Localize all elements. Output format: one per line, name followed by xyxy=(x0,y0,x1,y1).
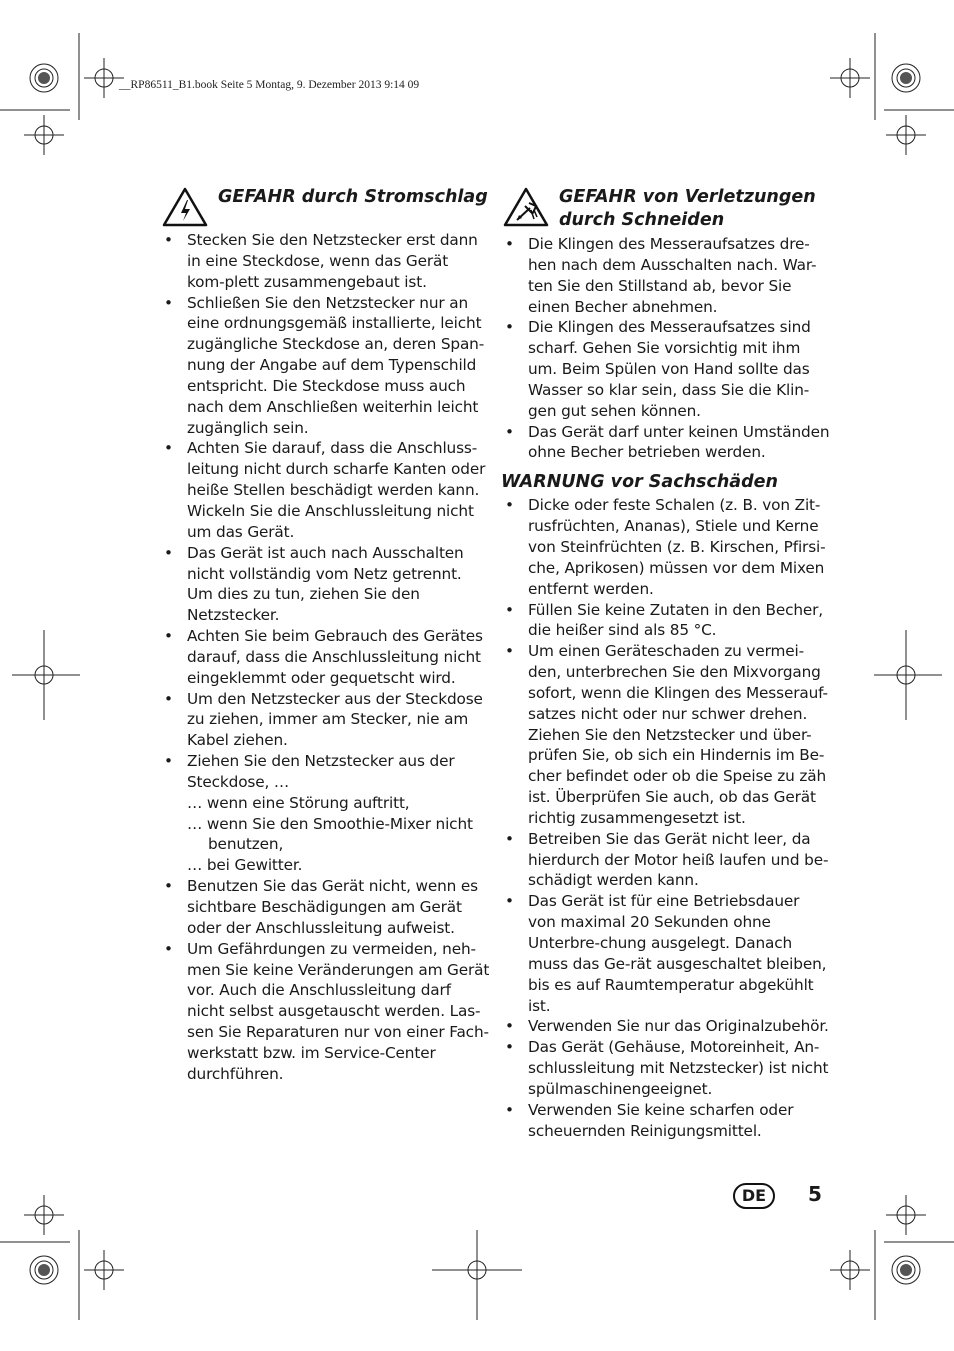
list-item: • Dicke oder feste Schalen (z. B. von Zit-rusfrüchten, Ananas), Stiele und Kerne von Steinfrüchten (z. B. Kirschen, Pfirsi-che, Aprikosen) müssen vor dem Mixen entfernt werden. xyxy=(501,495,831,599)
list-item: • Das Gerät (Gehäuse, Motoreinheit, An-schlussleitung mit Netzstecker) ist nicht spülmaschinengeeignet. xyxy=(501,1037,831,1100)
list-item: • Das Gerät ist auch nach Ausschalten nicht vollständig vom Netz getrennt. Um dies zu tun, ziehen Sie den Netzstecker. xyxy=(160,543,490,626)
sub-item: … wenn eine Störung auftritt, xyxy=(187,793,410,812)
cutting-warning-heading xyxy=(501,186,831,232)
list-item: • Ziehen Sie den Netzstecker aus der Steckdose, … xyxy=(160,751,490,793)
property-damage-list xyxy=(501,495,831,1141)
cutting-hazard-warning-icon xyxy=(503,186,549,228)
electric-warning-list xyxy=(160,230,490,793)
list-item: • Verwenden Sie keine scharfen oder scheuernden Reinigungsmittel. xyxy=(501,1100,831,1142)
list-item: • Die Klingen des Messeraufsatzes sind scharf. Gehen Sie vorsichtig mit ihm um. Beim Spülen von Hand sollte das Wasser so klar sein, dass Sie die Klin-gen gut sehen können. xyxy=(501,317,831,421)
left-column xyxy=(160,186,490,1085)
list-item: • Achten Sie darauf, dass die Anschluss-leitung nicht durch scharfe Kanten oder heiße Stellen beschädigt werden kann. Wickeln Sie die Anschlussleitung nicht um das Gerät. xyxy=(160,438,490,542)
list-item: • Stecken Sie den Netzstecker erst dann in eine Steckdose, wenn das Gerät kom-plett zusammengebaut ist. xyxy=(160,230,490,293)
list-item: • Um einen Geräteschaden zu vermei-den, unterbrechen Sie den Mixvorgang sofort, wenn die Klingen des Messerauf-satzes nicht oder nur schwer drehen. Ziehen Sie den Netzstecker und über-prüfen Sie, ob sich ein Hindernis im Be-cher befindet oder ob die Speise zu zäh ist. Überprüfen Sie auch, ob das Gerät richtig zusammengesetzt ist. xyxy=(501,641,831,829)
right-column xyxy=(501,186,831,1141)
electric-warning-title: GEFAHR durch Stromschlag xyxy=(218,187,488,207)
list-item: • Die Klingen des Messeraufsatzes dre-hen nach dem Ausschalten nach. War-ten Sie den Stillstand ab, bevor Sie einen Becher abnehmen. xyxy=(501,234,831,317)
cutting-warning-title: GEFAHR von Verletzungen durch Schneiden xyxy=(559,187,816,230)
list-item: • Achten Sie beim Gebrauch des Gerätes darauf, dass die Anschlussleitung nicht eingeklemmt oder gequetscht wird. xyxy=(160,626,490,689)
list-item: • Füllen Sie keine Zutaten in den Becher, die heißer sind als 85 °C. xyxy=(501,600,831,642)
cutting-warning-list xyxy=(501,234,831,463)
list-item: • Um Gefährdungen zu vermeiden, neh-men Sie keine Veränderungen am Gerät vor. Auch die Anschlussleitung darf nicht selbst ausgetauscht werden. Las-sen Sie Reparaturen nur von einer Fach-werkstatt bzw. im Service-Center durchführen. xyxy=(160,939,490,1085)
list-item: • Betreiben Sie das Gerät nicht leer, da hierdurch der Motor heiß laufen und be-schädigt werden kann. xyxy=(501,829,831,892)
list-item: • Das Gerät ist für eine Betriebsdauer von maximal 20 Sekunden ohne Unterbre-chung ausgelegt. Danach muss das Ge-rät ausgeschaltet bleiben, bis es auf Raumtemperatur abgekühlt ist. xyxy=(501,891,831,1016)
list-item: • Verwenden Sie nur das Originalzubehör. xyxy=(501,1016,831,1037)
list-item: • Schließen Sie den Netzstecker nur an eine ordnungsgemäß installierte, leicht zugängliche Steckdose an, deren Span-nung der Angabe auf dem Typenschild entspricht. Die Steckdose muss auch nach dem Anschließen weiterhin leicht zugänglich sein. xyxy=(160,293,490,439)
list-item: • Um den Netzstecker aus der Steckdose zu ziehen, immer am Stecker, nie am Kabel ziehen. xyxy=(160,689,490,752)
sub-item: … wenn Sie den Smoothie-Mixer nicht benutzen, xyxy=(187,814,473,854)
list-item: • Das Gerät darf unter keinen Umständen ohne Becher betrieben werden. xyxy=(501,422,831,464)
language-badge: DE xyxy=(733,1183,775,1209)
electric-shock-warning-icon xyxy=(162,186,208,228)
page-number: 5 xyxy=(808,1182,822,1206)
property-damage-title: WARNUNG vor Sachschäden xyxy=(501,472,778,493)
print-header: __RP86511_B1.book Seite 5 Montag, 9. Dezember 2013 9:14 09 xyxy=(119,79,420,91)
electric-warning-heading xyxy=(160,186,490,228)
electric-warning-list-continued xyxy=(160,876,490,1084)
sub-item: … bei Gewitter. xyxy=(187,856,303,875)
list-item: • Benutzen Sie das Gerät nicht, wenn es sichtbare Beschädigungen am Gerät oder der Anschlussleitung aufweist. xyxy=(160,876,490,939)
